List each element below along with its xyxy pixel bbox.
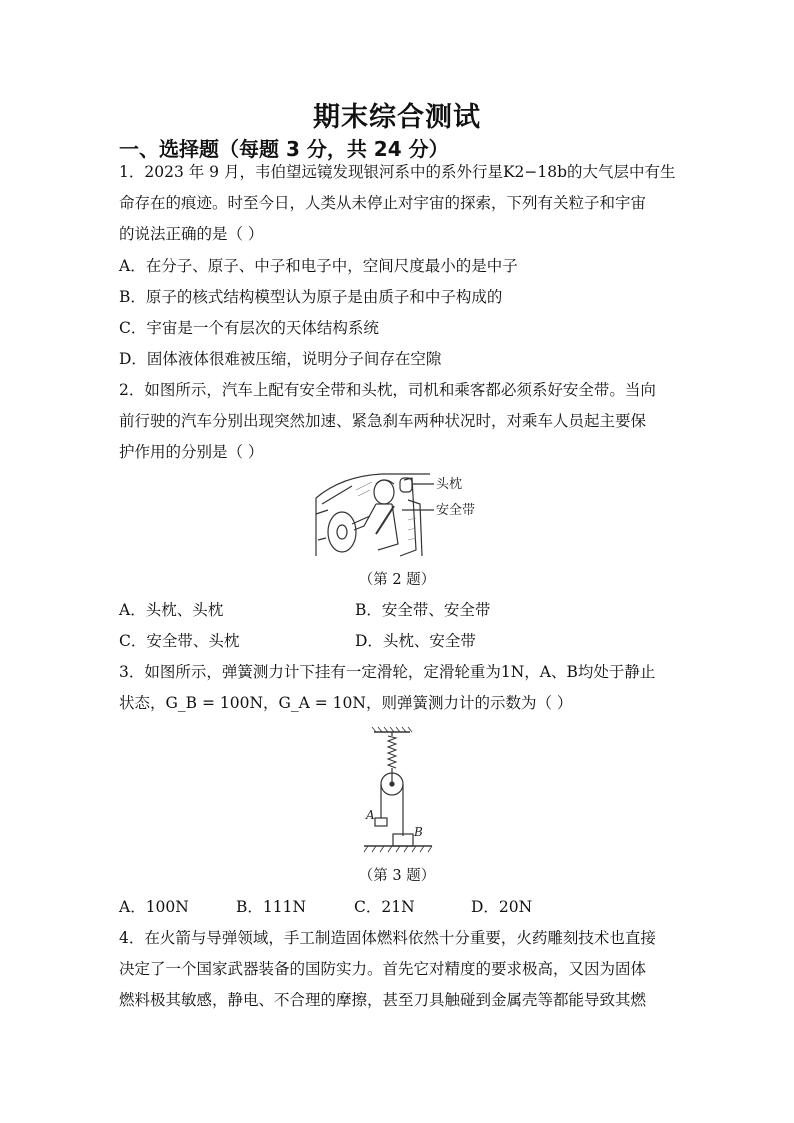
q3-option-c: C．21N: [354, 898, 415, 916]
q2-figure-caption: （第 2 题）: [358, 572, 436, 588]
section-heading: 一、选择题（每题 3 分，共 24 分）: [119, 137, 449, 161]
q3-option-b: B．111N: [236, 898, 307, 916]
q2-stem-line-1: 2．如图所示，汽车上配有安全带和头枕，司机和乘客都必须系好安全带。当向: [119, 381, 656, 399]
q2-option-a: A．头枕、头枕: [119, 601, 224, 619]
headrest-label: 头枕: [436, 477, 463, 492]
q3-figure-caption: （第 3 题）: [358, 868, 436, 884]
q3-pulley-figure: [360, 726, 440, 858]
q3-stem-line-1: 3．如图所示，弹簧测力计下挂有一定滑轮，定滑轮重为1N，A、B均处于静止: [119, 663, 656, 681]
block-b-label: B: [414, 825, 423, 839]
q4-stem-line-1: 4．在火箭与导弹领域，手工制造固体燃料依然十分重要，火药雕刻技术也直接: [119, 929, 656, 947]
q4-stem-line-2: 决定了一个国家武器装备的国防实力。首先它对精度的要求极高，又因为固体: [119, 960, 647, 978]
q2-option-c: C．安全带、头枕: [119, 632, 240, 650]
q2-car-driver-figure: [312, 470, 487, 562]
q3-stem-line-2: 状态，G_B = 100N，G_A = 10N，则弹簧测力计的示数为（ ）: [119, 694, 573, 712]
q1-option-a: A．在分子、原子、中子和电子中，空间尺度最小的是中子: [119, 257, 518, 275]
q1-option-d: D．固体液体很难被压缩，说明分子间存在空隙: [119, 350, 442, 368]
page-title: 期末综合测试: [313, 102, 481, 133]
q2-option-d: D．头枕、安全带: [355, 632, 476, 650]
q2-option-b: B．安全带、安全带: [355, 601, 491, 619]
q4-stem-line-3: 燃料极其敏感，静电、不合理的摩擦，甚至刀具触碰到金属壳等都能导致其燃: [119, 991, 647, 1009]
q3-option-a: A．100N: [119, 898, 189, 916]
seatbelt-label: 安全带: [436, 503, 476, 518]
q3-option-d: D．20N: [471, 898, 533, 916]
q2-stem-line-2: 前行驶的汽车分别出现突然加速、紧急刹车两种状况时，对乘车人员起主要保: [119, 412, 647, 430]
block-a-label: A: [366, 808, 375, 822]
q2-stem-line-3: 护作用的分别是（ ）: [119, 443, 264, 461]
q1-stem-line-2: 命存在的痕迹。时至今日，人类从未停止对宇宙的探索，下列有关粒子和宇宙: [119, 194, 647, 212]
q1-stem-line-1: 1．2023 年 9 月，韦伯望远镜发现银河系中的系外行星K2−18b的大气层中有生: [119, 163, 676, 181]
q1-stem-line-3: 的说法正确的是（ ）: [119, 225, 264, 243]
q1-option-c: C．宇宙是一个有层次的天体结构系统: [119, 319, 379, 337]
q1-option-b: B．原子的核式结构模型认为原子是由质子和中子构成的: [119, 288, 503, 306]
